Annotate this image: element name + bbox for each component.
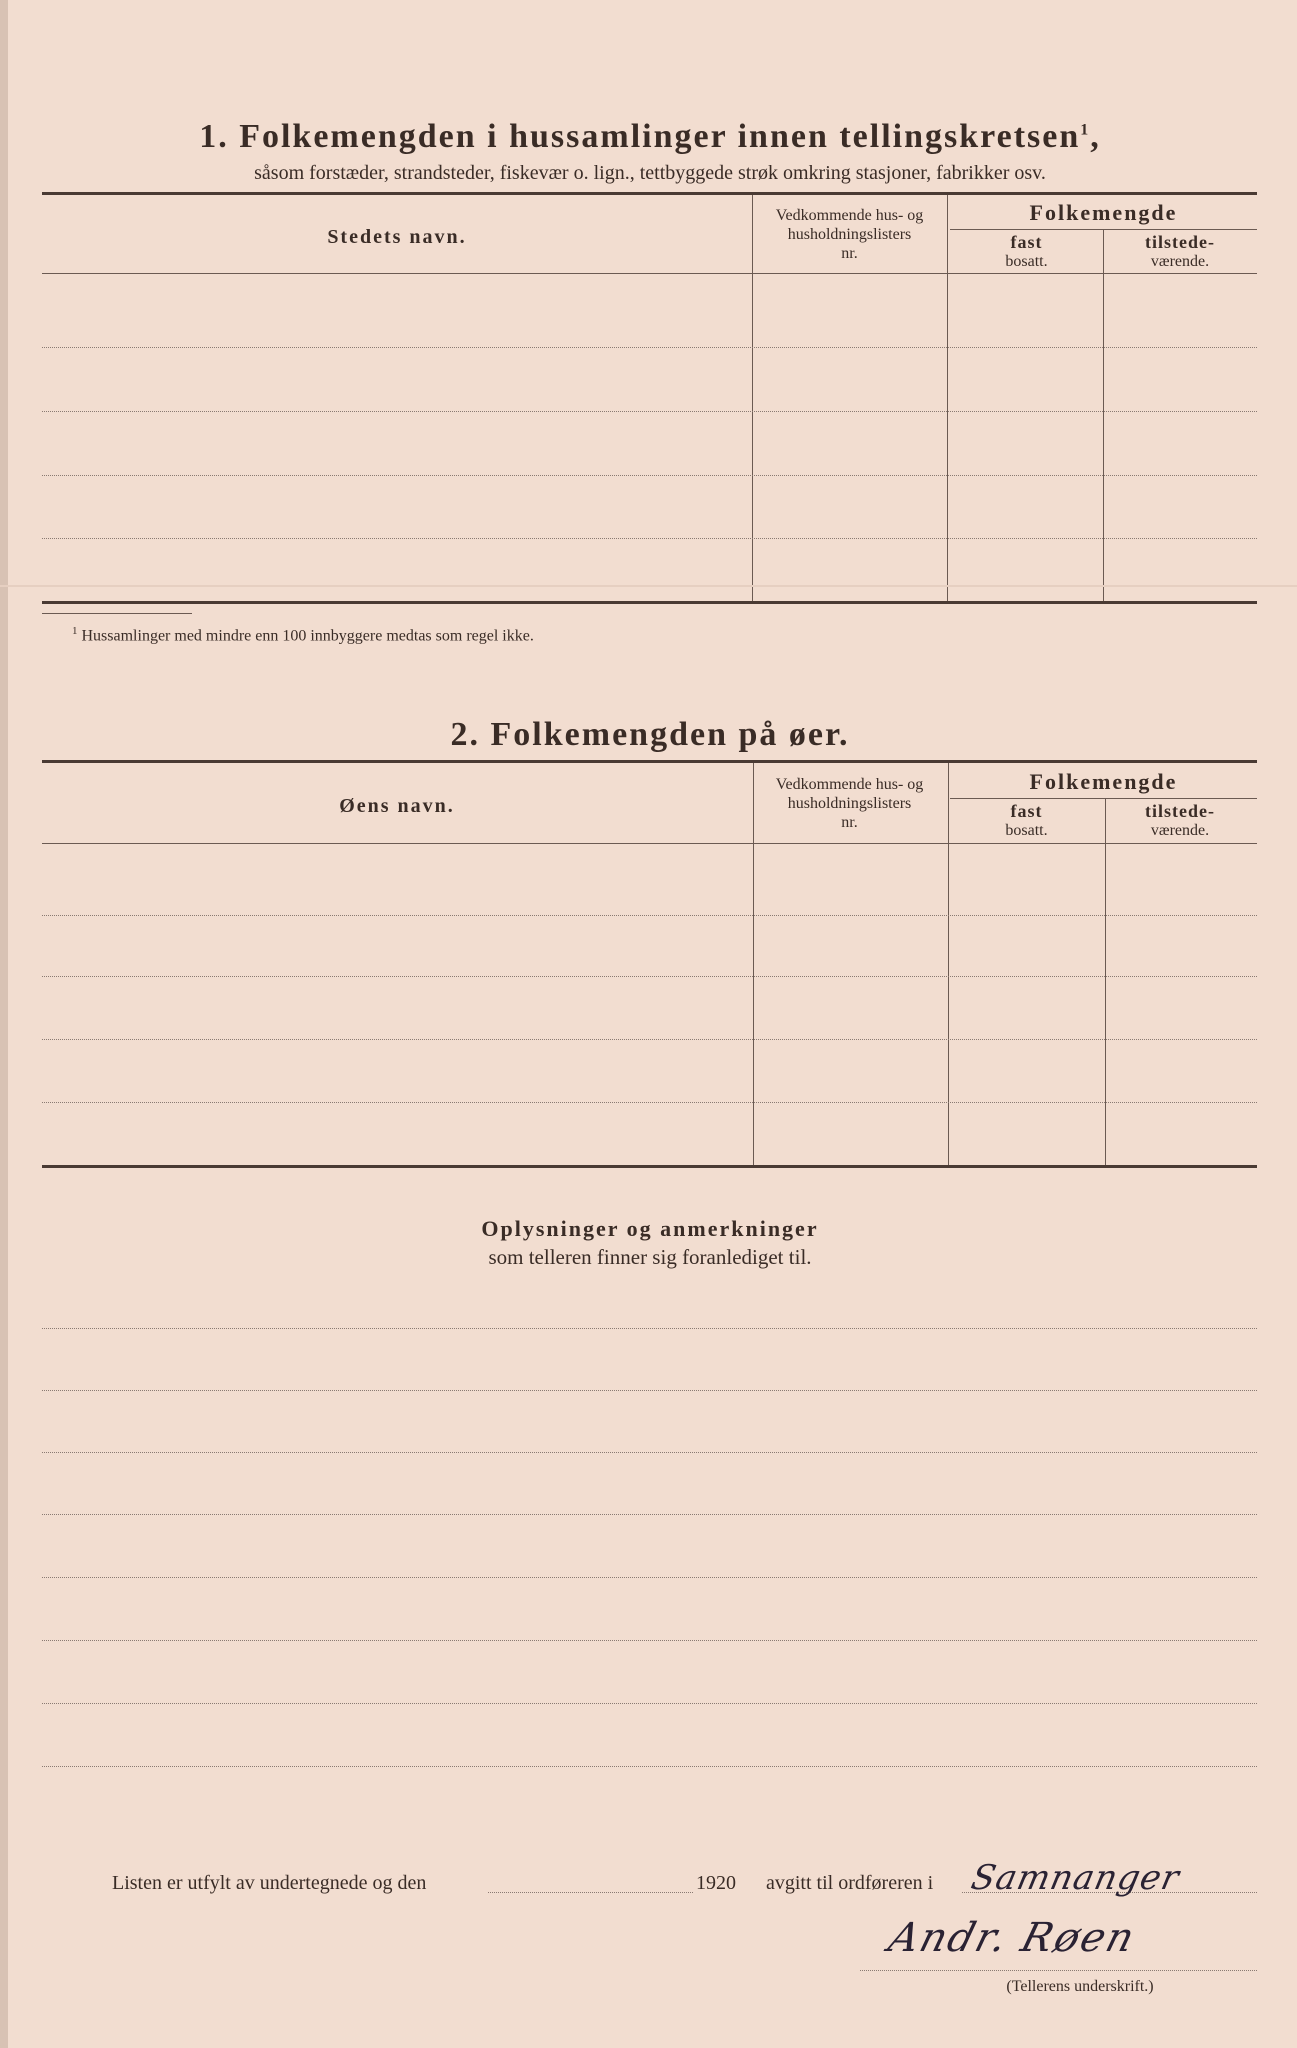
section2-top-rule: [42, 760, 1257, 763]
remarks-line: [42, 1703, 1257, 1704]
section1-title-text: 1. Folkemengden i hussamlinger innen tellingskretsen: [199, 118, 1081, 155]
section1-col-list: [752, 206, 947, 263]
section2-col-list-line2: husholdningslisters: [787, 795, 912, 812]
remarks-line: [42, 1452, 1257, 1453]
section2-vline-2: [948, 763, 949, 1165]
footnote-mark: 1: [72, 625, 78, 637]
section1-col-fast-line2: bosatt.: [1005, 253, 1048, 270]
section1-top-rule: [42, 192, 1257, 195]
remarks-line: [42, 1640, 1257, 1641]
section1-row-rule: [42, 347, 1257, 348]
date-blank-line: [488, 1892, 693, 1893]
remarks-subtitle: som telleren finner sig foranlediget til.: [488, 1245, 812, 1269]
section2-col-group: Folkemengde: [1029, 769, 1178, 794]
section2-col-name: Øens navn.: [339, 795, 455, 817]
section1-col-tilst-line2: værende.: [1150, 253, 1210, 270]
section2-col-list: [752, 775, 947, 832]
section1-bottom-rule: [42, 601, 1257, 604]
section2-title: 2. Folkemengden på øer.: [450, 716, 850, 753]
section1-col-group: Folkemengde: [1029, 200, 1178, 225]
section1-subtitle: såsom forstæder, strandsteder, fiskevær o. lign., tettbyggede strøk omkring stasjoner, fabrikker osv.: [254, 162, 1046, 184]
section1-vline-2: [947, 195, 948, 603]
section2-col-tilst-line2: værende.: [1150, 822, 1210, 839]
section1-footnote: [72, 625, 972, 645]
remarks-line: [42, 1514, 1257, 1515]
remarks-title: Oplysninger og anmerkninger: [481, 1216, 819, 1241]
section2-row-rule: [42, 1039, 1257, 1040]
section1-col-fast: [950, 233, 1103, 271]
section2-col-fast: [950, 802, 1103, 840]
section1-row-rule: [42, 475, 1257, 476]
section1-col-list-line1: Vedkommende hus- og: [775, 207, 924, 224]
section1-footnote-rule: [42, 613, 192, 614]
remarks-line: [42, 1577, 1257, 1578]
section1-col-tilst-line1: tilstede-: [1145, 232, 1215, 252]
section1-col-list-line3: nr.: [841, 245, 858, 262]
section2-row-rule: [42, 915, 1257, 916]
section2-row-rule: [42, 976, 1257, 977]
section2-vline-3: [1105, 798, 1106, 1165]
paper-fold: [0, 585, 1297, 587]
section2-bottom-rule: [42, 1165, 1257, 1168]
section2-header-rule: [42, 843, 1257, 844]
section1-row-rule: [42, 538, 1257, 539]
section2-col-list-line3: nr.: [841, 814, 858, 831]
section1-row-rule: [42, 411, 1257, 412]
signature-caption: (Tellerens underskrift.): [1006, 1978, 1154, 1995]
paper-edge: [0, 0, 8, 2048]
signature-year: 1920: [696, 1872, 736, 1894]
section1-title: [80, 118, 1220, 156]
section2-col-list-line1: Vedkommende hus- og: [775, 776, 924, 793]
section1-title-suffix: ,: [1090, 118, 1101, 155]
section1-title-sup: 1: [1080, 121, 1091, 139]
signature-text-mid: avgitt til ordføreren i: [766, 1872, 934, 1894]
section2-vline-1: [753, 763, 754, 1165]
remarks-line: [42, 1390, 1257, 1391]
remarks-line: [42, 1766, 1257, 1767]
signature-text-start: Listen er utfylt av undertegnede og den: [112, 1872, 427, 1894]
section1-vline-1: [752, 195, 753, 603]
footnote-text: Hussamlinger med mindre enn 100 innbyggere medtas som regel ikke.: [81, 627, 534, 645]
remarks-line: [42, 1328, 1257, 1329]
section1-col-fast-line1: fast: [1010, 232, 1043, 252]
section2-row-rule: [42, 1102, 1257, 1103]
signature-line: [860, 1970, 1257, 1971]
section2-col-tilst-line1: tilstede-: [1145, 801, 1215, 821]
section1-col-list-line2: husholdningslisters: [787, 226, 912, 243]
section1-col-name: Stedets navn.: [327, 226, 467, 248]
section2-group-rule: [950, 798, 1257, 799]
municipality-handwritten: Samnanger: [967, 1858, 1184, 1898]
section2-col-tilst: [1103, 802, 1257, 840]
signer-handwritten: Andr. Røen: [883, 1915, 1141, 1961]
section2-col-fast-line1: fast: [1010, 801, 1043, 821]
section1-header-rule: [42, 273, 1257, 274]
section1-vline-3: [1103, 229, 1104, 603]
section1-col-tilst: [1103, 233, 1257, 271]
section2-col-fast-line2: bosatt.: [1005, 822, 1048, 839]
